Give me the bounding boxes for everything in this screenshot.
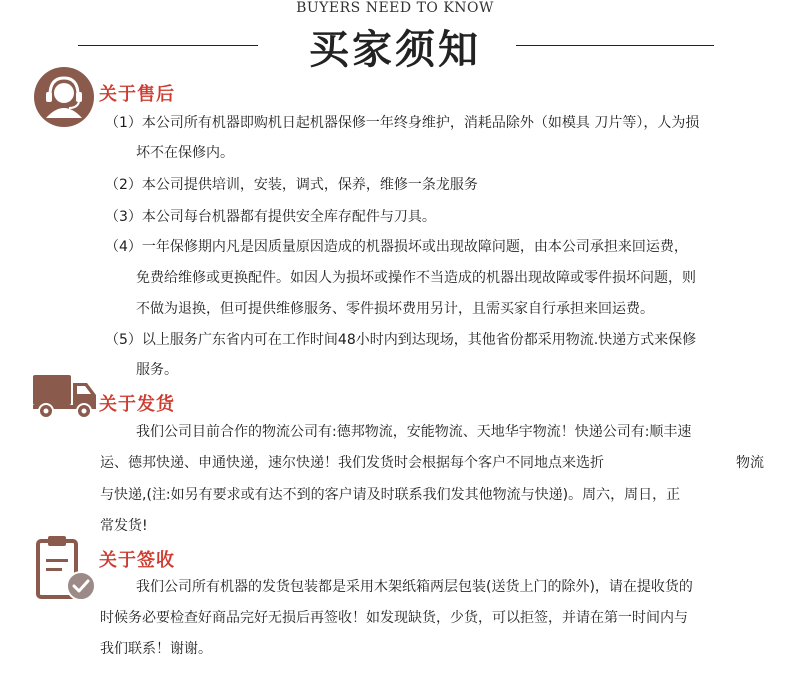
delivery-truck-icon	[33, 373, 97, 423]
receipt-line-1: 我们公司所有机器的发货包装都是采用木架纸箱两层包装(送货上门的除外)，请在提收货的	[136, 579, 693, 595]
shipping-line-1: 我们公司目前合作的物流公司有:德邦物流，安能物流、天地华宇物流！快递公司有:顺丰速	[136, 424, 692, 440]
after-sales-line-9: 服务。	[136, 362, 178, 378]
section-title-receipt: 关于签收	[99, 550, 175, 571]
section-title-after-sales: 关于售后	[99, 84, 175, 105]
clipboard-check-icon	[36, 535, 98, 607]
after-sales-line-4: （3）本公司每台机器都有提供安全库存配件与刀具。	[105, 209, 436, 225]
shipping-line-4: 常发货!	[100, 518, 148, 534]
english-title: BUYERS NEED TO KNOW	[296, 0, 494, 16]
after-sales-line-3: （2）本公司提供培训，安装，调式，保养，维修一条龙服务	[105, 177, 478, 193]
page-title: 买家须知	[309, 27, 481, 73]
section-title-shipping: 关于发货	[99, 394, 175, 415]
after-sales-line-8: （5）以上服务广东省内可在工作时间48小时内到达现场，其他省份都采用物流.快递方式来保修	[105, 332, 697, 348]
after-sales-line-1: （1）本公司所有机器即购机日起机器保修一年终身维护，消耗品除外（如模具 刀片等），人为损	[105, 115, 700, 131]
after-sales-line-6: 免费给维修或更换配件。如因人为损坏或操作不当造成的机器出现故障或零件损坏问题，则	[136, 270, 696, 286]
rule-right	[516, 45, 714, 46]
receipt-line-3: 我们联系！谢谢。	[100, 641, 212, 657]
shipping-line-2-end: 物流	[736, 455, 764, 471]
after-sales-line-5: （4）一年保修期内凡是因质量原因造成的机器损坏或出现故障问题，由本公司承担来回运费，	[105, 239, 688, 255]
shipping-line-2: 运、德邦快递、申通快递，速尔快递！我们发货时会根据每个客户不同地点来选折	[100, 455, 604, 471]
receipt-line-2: 时候务必要检查好商品完好无损后再签收！如发现缺货，少货，可以拒签，并请在第一时间内与	[100, 610, 688, 626]
shipping-line-3: 与快递,(注:如另有要求或有达不到的客户请及时联系我们发其他物流与快递)。周六，周日，正	[100, 487, 681, 503]
after-sales-line-7: 不做为退换，但可提供维修服务、零件损坏费用另计，且需买家自行承担来回运费。	[136, 301, 654, 317]
customer-service-headset-icon	[33, 66, 95, 132]
after-sales-line-2: 坏不在保修内。	[136, 145, 234, 161]
